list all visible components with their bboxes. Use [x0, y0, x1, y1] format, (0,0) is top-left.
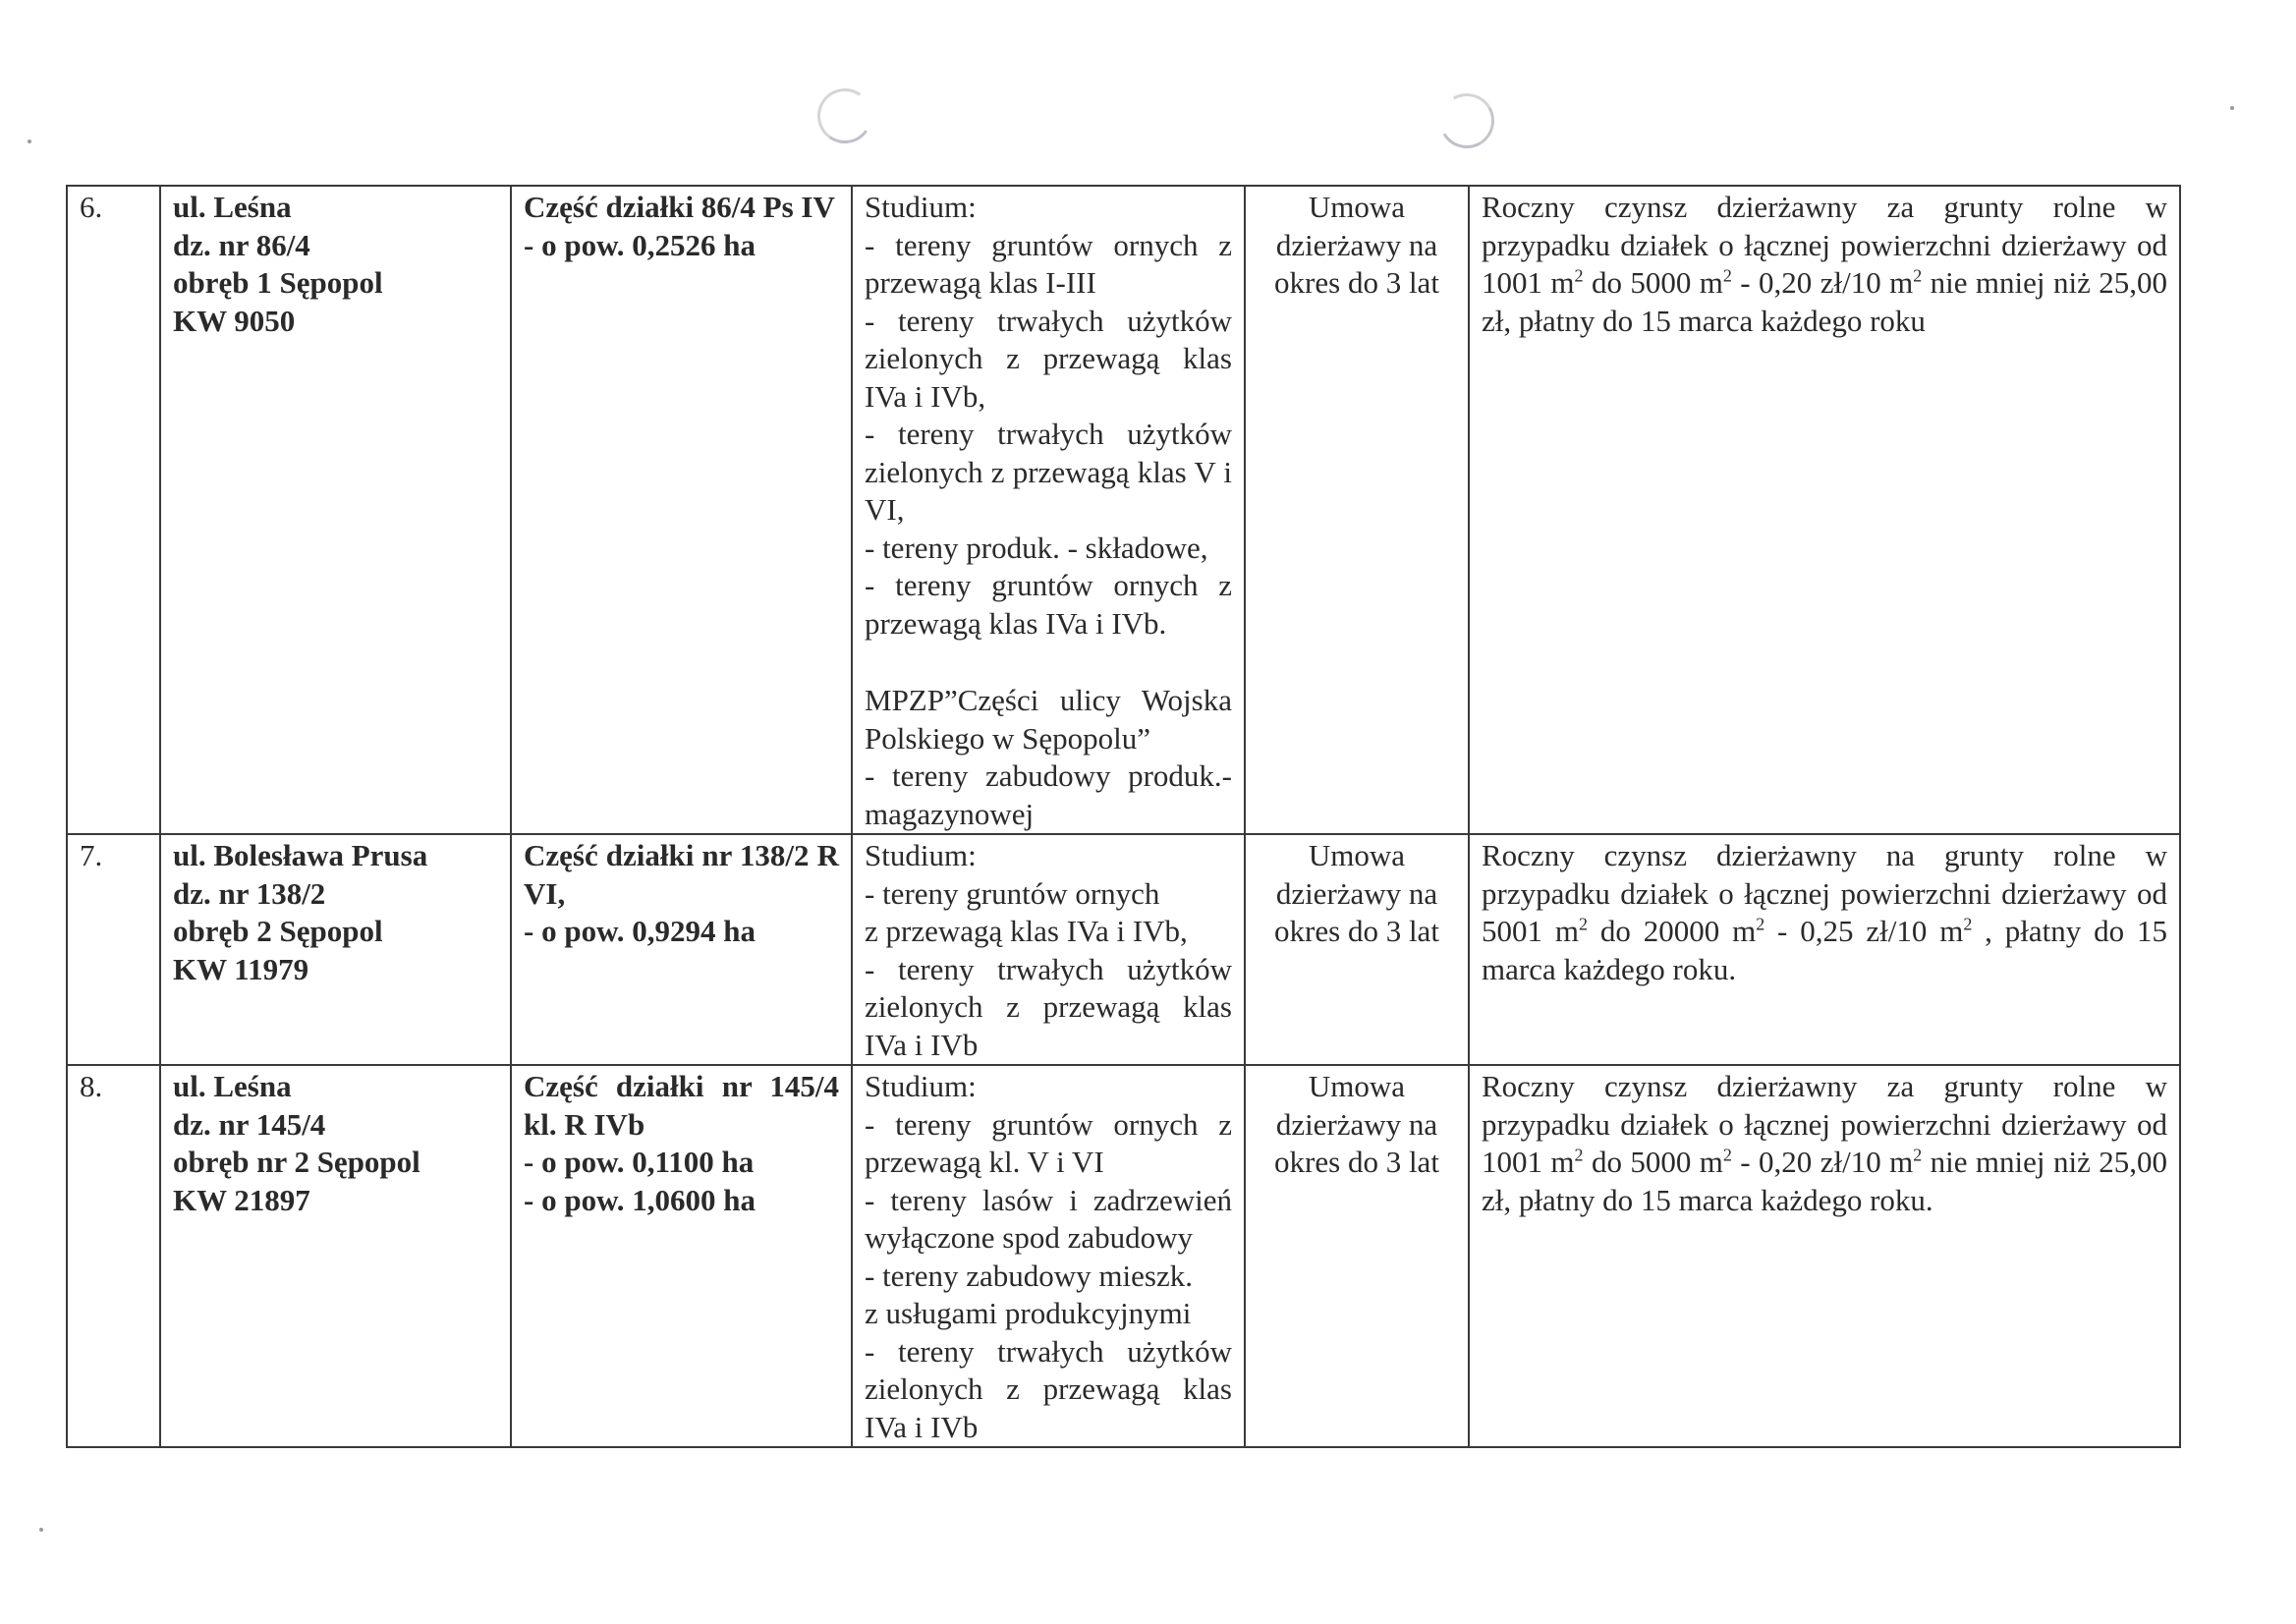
lease-table: [66, 185, 2181, 1448]
scan-speck: [39, 1528, 43, 1532]
precinct: obręb nr 2 Sępopol: [173, 1145, 420, 1179]
zoning-item: - tereny gruntów ornych z przewagą klas IVa i IVb.: [865, 568, 1240, 641]
punch-hole-mark: [813, 84, 877, 148]
zoning-item: z usługami produkcyjnymi: [865, 1296, 1192, 1330]
mpzp-item: - tereny zabudowy produk.-magazynowej: [865, 758, 1232, 831]
zoning-heading: Studium:: [865, 1069, 977, 1103]
plot-part: Część działki nr 145/4 kl. R IVb: [524, 1069, 847, 1142]
rent-cell: [1469, 186, 2180, 834]
zoning-cell: [852, 186, 1245, 834]
rent-text: - 0,20 zł/10 m: [1731, 1145, 1914, 1179]
contract-cell: Umowa dzierżawy na okres do 3 lat: [1245, 834, 1469, 1065]
plot-part: Część działki nr 138/2 R VI,: [524, 838, 847, 911]
precinct: obręb 2 Sępopol: [173, 914, 383, 948]
zoning-heading: Studium:: [865, 190, 977, 224]
rent-cell: [1469, 834, 2180, 1065]
contract-cell: Umowa dzierżawy na okres do 3 lat: [1245, 1065, 1469, 1447]
plot-part: Część działki 86/4 Ps IV: [524, 190, 835, 224]
plot-cell: [511, 834, 852, 1065]
plot-area: - o pow. 0,9294 ha: [524, 914, 756, 948]
superscript: 2: [1574, 1145, 1584, 1165]
plot-area: - o pow. 0,1100 ha: [524, 1145, 755, 1179]
scan-speck: [2230, 106, 2234, 110]
zoning-item: - tereny lasów i zadrzewień wyłączone spod zabudowy: [865, 1182, 1240, 1255]
rent-text: - 0,20 zł/10 m: [1731, 265, 1914, 300]
rent-text: nie mniej niż 25,00 zł, płatny do 15 marca każdego roku.: [1482, 1145, 2167, 1217]
zoning-item: - tereny gruntów ornych: [865, 875, 1160, 911]
zoning-item: - tereny produk. - składowe,: [865, 530, 1208, 565]
paragraph-gap: [865, 643, 1232, 682]
land-register: KW 21897: [173, 1182, 310, 1217]
rent-text: do 5000 m: [1583, 1145, 1723, 1179]
superscript: 2: [1578, 914, 1588, 934]
location-cell: [160, 1065, 511, 1447]
plot-cell: [511, 186, 852, 834]
plot-number: dz. nr 145/4: [173, 1106, 326, 1142]
street: ul. Bolesława Prusa: [173, 838, 428, 872]
land-register: KW 11979: [173, 951, 309, 986]
plot-area: - o pow. 0,2526 ha: [524, 227, 756, 262]
rent-text: Roczny czynsz dzierżawny za grunty rolne w przypadku działek o łącznej powierzchni dzierżawy od 1001 m: [1482, 1069, 2167, 1179]
rent-text: do 5000 m: [1583, 265, 1723, 300]
rent-text: nie mniej niż 25,00 zł, płatny do 15 marca każdego roku: [1482, 265, 2167, 338]
street: ul. Leśna: [173, 1069, 292, 1103]
zoning-cell: [852, 1065, 1245, 1447]
plot-cell: [511, 1065, 852, 1447]
street: ul. Leśna: [173, 190, 292, 224]
zoning-item: - tereny trwałych użytków zielonych z przewagą klas IVa i IVb,: [865, 303, 1240, 414]
plot-number: dz. nr 138/2: [173, 875, 326, 911]
row-number: 7.: [67, 834, 160, 1065]
punch-hole-mark: [1433, 87, 1501, 155]
table-row: [67, 186, 2180, 834]
plot-number: dz. nr 86/4: [173, 227, 310, 262]
superscript: 2: [1722, 1145, 1732, 1165]
location-cell: [160, 186, 511, 834]
rent-text: Roczny czynsz dzierżawny na grunty rolne w przypadku działek o łącznej powierzchni dzierżawy od 5001 m: [1482, 838, 2167, 948]
zoning-cell: [852, 834, 1245, 1065]
superscript: 2: [1913, 1145, 1923, 1165]
plot-area: - o pow. 1,0600 ha: [524, 1182, 756, 1217]
superscript: 2: [1756, 914, 1765, 934]
scan-speck: [28, 140, 31, 143]
zoning-item: - tereny zabudowy mieszk.: [865, 1258, 1193, 1293]
zoning-item: - tereny gruntów ornych z przewagą kl. V i VI: [865, 1106, 1240, 1179]
zoning-item: - tereny gruntów ornych z przewagą klas I-III: [865, 227, 1240, 300]
location-cell: [160, 834, 511, 1065]
zoning-heading: Studium:: [865, 838, 977, 872]
rent-text: Roczny czynsz dzierżawny za grunty rolne w przypadku działek o łącznej powierzchni dzierżawy od 1001 m: [1482, 190, 2167, 300]
rent-text: do 20000 m: [1587, 914, 1757, 948]
table-row: [67, 834, 2180, 1065]
row-number: 6.: [67, 186, 160, 834]
zoning-item: - tereny trwałych użytków zielonych z przewagą klas V i VI,: [865, 417, 1240, 527]
superscript: 2: [1913, 265, 1923, 286]
row-number: 8.: [67, 1065, 160, 1447]
land-register: KW 9050: [173, 303, 296, 338]
contract-cell: Umowa dzierżawy na okres do 3 lat: [1245, 186, 1469, 834]
rent-text: , płatny do 15 marca każdego roku.: [1482, 914, 2167, 986]
zoning-item: z przewagą klas IVa i IVb,: [865, 914, 1188, 948]
rent-text: - 0,25 zł/10 m: [1764, 914, 1964, 948]
table-row: [67, 1065, 2180, 1447]
precinct: obręb 1 Sępopol: [173, 265, 383, 300]
rent-cell: [1469, 1065, 2180, 1447]
superscript: 2: [1722, 265, 1732, 286]
superscript: 2: [1963, 914, 1973, 934]
superscript: 2: [1574, 265, 1584, 286]
zoning-item: - tereny trwałych użytków zielonych z przewagą klas IVa i IVb: [865, 1333, 1240, 1444]
zoning-item: - tereny trwałych użytków zielonych z przewagą klas IVa i IVb: [865, 951, 1240, 1062]
mpzp-title: MPZP”Części ulicy Wojska Polskiego w Sępopolu”: [865, 683, 1240, 756]
